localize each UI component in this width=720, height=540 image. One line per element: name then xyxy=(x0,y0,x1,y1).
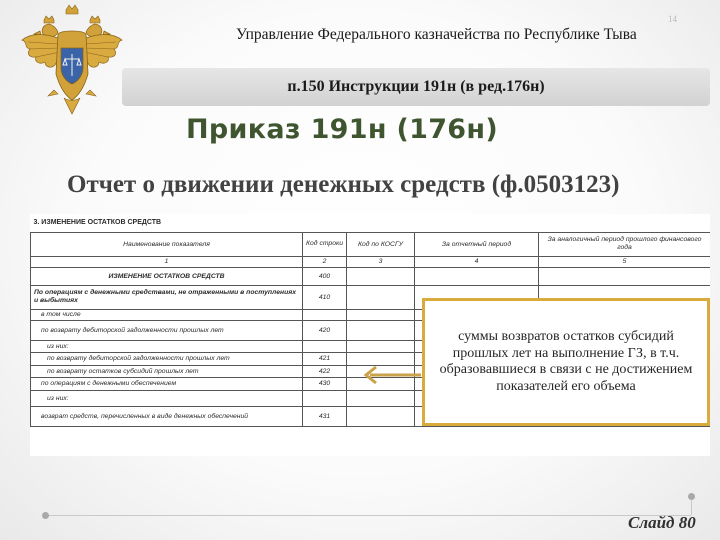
col-number: 1 xyxy=(31,256,303,267)
row-code xyxy=(303,340,347,352)
table-row xyxy=(31,267,711,285)
row-code: 410 xyxy=(303,285,347,309)
row-name: возврат средств, перечисленных в виде денежных обеспечений xyxy=(31,406,303,426)
footer-dot-left xyxy=(42,512,49,519)
col-number: 2 xyxy=(303,256,347,267)
row-code xyxy=(303,390,347,406)
row-code: 430 xyxy=(303,377,347,390)
slide-label: Слайд 80 xyxy=(628,513,696,532)
page-number: 14 xyxy=(668,14,677,24)
form-section-row xyxy=(31,214,711,232)
form-section-title: 3. ИЗМЕНЕНИЕ ОСТАТКОВ СРЕДСТВ xyxy=(31,214,711,232)
callout-note: суммы возвратов остатков субсидий прошлых лет на выполнение ГЗ, в т.ч. образовавшиеся в связи с не достижением показателей его объема xyxy=(422,298,710,426)
header-period: За отчетный период xyxy=(415,232,539,256)
agency-name: Управление Федерального казначейства по Республике Тыва xyxy=(236,26,637,43)
footer-dot-right xyxy=(688,493,695,500)
left-arrow-icon xyxy=(360,364,422,386)
instruction-band-text: п.150 Инструкции 191н (в ред.176н) xyxy=(287,78,545,95)
row-code: 421 xyxy=(303,352,347,365)
order-title: Приказ 191н (176н) xyxy=(186,114,498,145)
row-code: 420 xyxy=(303,320,347,340)
header-name: Наименование показателя xyxy=(31,232,303,256)
row-name: по возврату остатков субсидий прошлых лет xyxy=(31,365,303,377)
row-code: 422 xyxy=(303,365,347,377)
report-title: Отчет о движении денежных средств (ф.0503123) xyxy=(67,171,620,198)
footer-divider xyxy=(45,515,691,516)
column-number-row xyxy=(31,256,711,267)
header-line-code: Код строки xyxy=(303,232,347,256)
row-name: По операциям с денежными средствами, не отраженными в поступлениях и выбытиях xyxy=(31,285,303,309)
row-code xyxy=(303,309,347,320)
row-code: 400 xyxy=(303,267,347,285)
col-number: 3 xyxy=(347,256,415,267)
instruction-band xyxy=(122,68,710,106)
row-name: по возврату дебиторской задолженности прошлых лет xyxy=(31,320,303,340)
row-code: 431 xyxy=(303,406,347,426)
row-name: по операциям с денежными обеспечением xyxy=(31,377,303,390)
col-number: 5 xyxy=(539,256,711,267)
header-prev-period: За аналогичный период прошлого финансового года xyxy=(539,232,711,256)
row-name: из них: xyxy=(31,390,303,406)
row-name: по возврату дебиторской задолженности прошлых лет xyxy=(31,352,303,365)
col-number: 4 xyxy=(415,256,539,267)
row-name: в том числе xyxy=(31,309,303,320)
form-header-row xyxy=(31,232,711,256)
row-name: из них: xyxy=(31,340,303,352)
header-kosgu: Код по КОСГУ xyxy=(347,232,415,256)
treasury-emblem-icon xyxy=(18,4,126,122)
row-name: ИЗМЕНЕНИЕ ОСТАТКОВ СРЕДСТВ xyxy=(31,267,303,285)
